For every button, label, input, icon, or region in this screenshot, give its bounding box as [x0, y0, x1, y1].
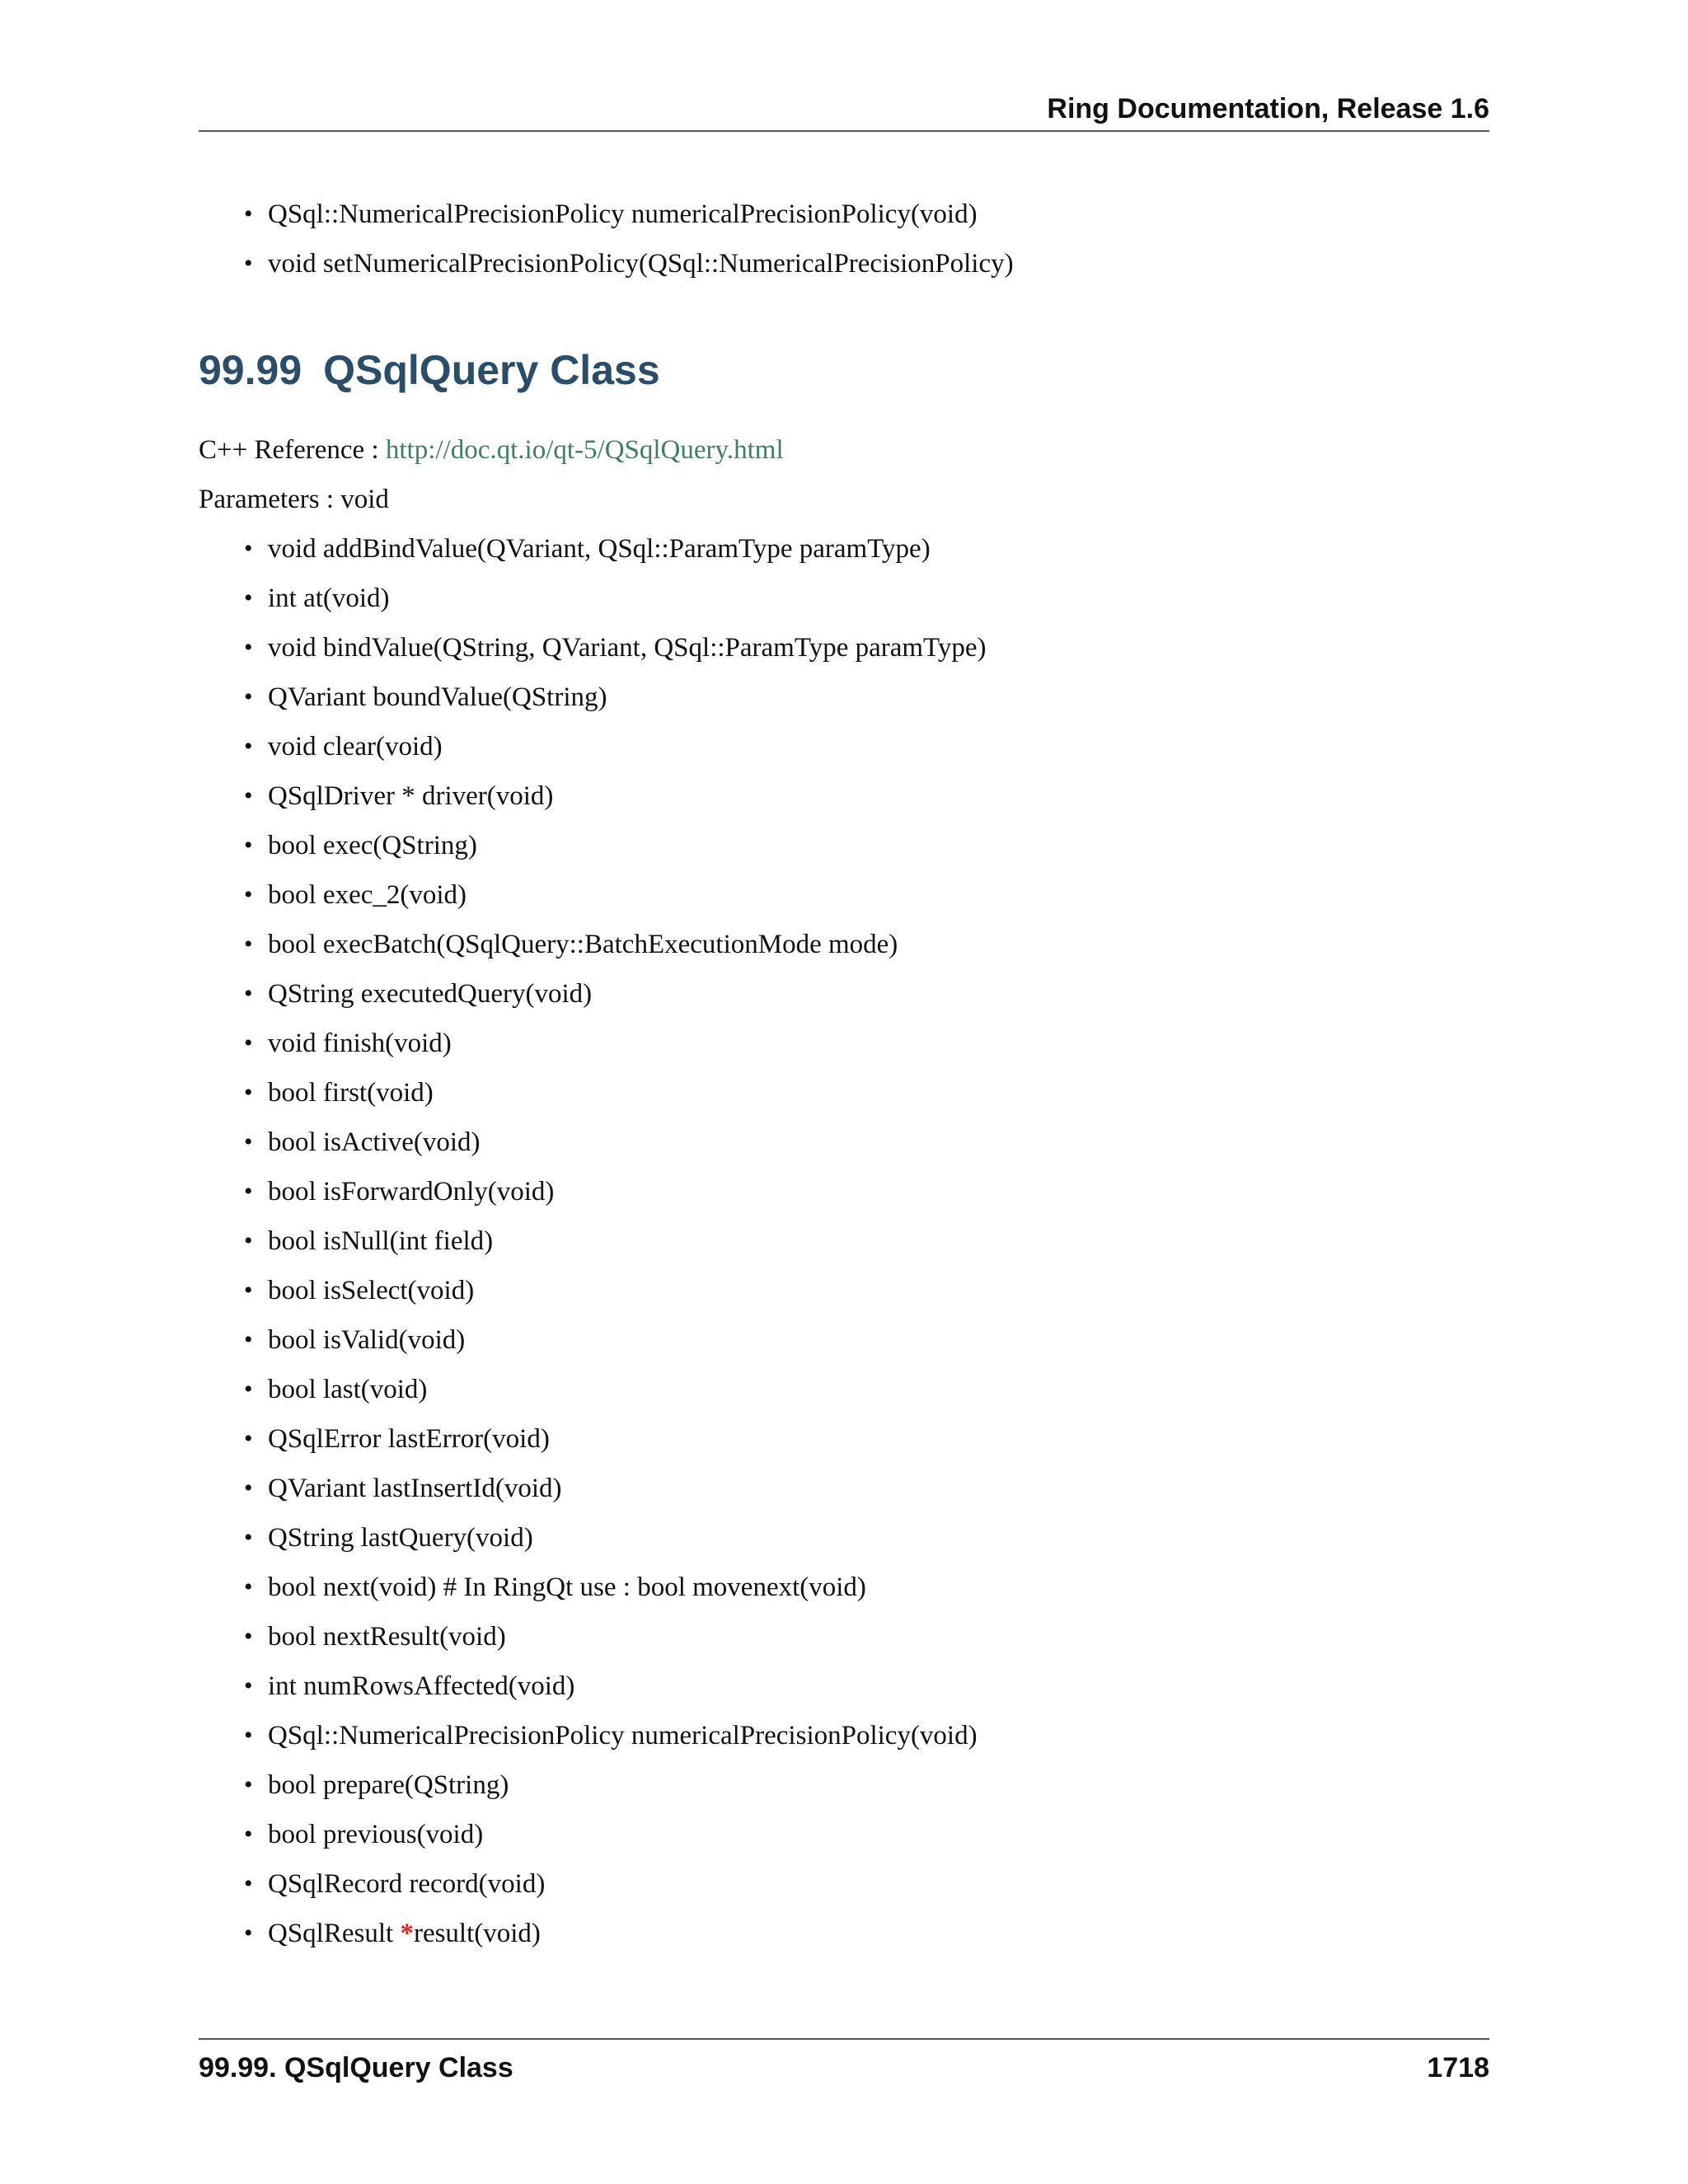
list-item — [244, 1513, 1480, 1563]
method-signature: QSql::NumericalPrecisionPolicy numericalPrecisionPolicy(void) — [268, 1721, 978, 1750]
list-item — [244, 524, 1480, 574]
section-title — [199, 340, 660, 401]
method-signature: bool isForwardOnly(void) — [268, 1177, 555, 1207]
method-signature: bool next(void) # In RingQt use : bool movenext(void) — [268, 1572, 866, 1602]
method-list — [244, 524, 1480, 1958]
method-signature: bool previous(void) — [268, 1820, 484, 1849]
method-prefix: QSqlResult — [268, 1919, 401, 1948]
bullet-icon: • — [244, 1029, 253, 1057]
method-signature: bool last(void) — [268, 1375, 428, 1404]
section-heading: QSqlQuery Class — [323, 347, 660, 393]
footer-section: 99.99. QSqlQuery Class — [199, 2052, 513, 2083]
method-signature: bool execBatch(QSqlQuery::BatchExecutionMode mode) — [268, 930, 898, 959]
bullet-icon: • — [244, 250, 253, 277]
bullet-icon: • — [244, 535, 253, 562]
list-item — [244, 1760, 1480, 1810]
list-item — [244, 1167, 1480, 1216]
header-title: Ring Documentation, Release 1.6 — [1047, 93, 1489, 124]
list-item — [244, 920, 1480, 969]
bullet-icon: • — [244, 1573, 253, 1601]
list-item — [244, 1216, 1480, 1266]
bullet-icon: • — [244, 1277, 253, 1304]
list-item — [244, 1068, 1480, 1118]
page-header — [199, 92, 1489, 132]
parameters-line: Parameters : void — [199, 485, 389, 514]
list-item — [244, 1612, 1480, 1661]
bullet-icon: • — [244, 584, 253, 612]
list-item — [244, 1414, 1480, 1464]
list-item — [244, 870, 1480, 920]
method-signature: bool exec_2(void) — [268, 880, 467, 910]
bullet-icon: • — [244, 1771, 253, 1798]
method-signature: QVariant boundValue(QString) — [268, 682, 607, 712]
list-item — [244, 722, 1480, 771]
method-signature: int at(void) — [268, 583, 390, 613]
method-suffix: result(void) — [413, 1919, 541, 1948]
method-signature: QSqlError lastError(void) — [268, 1424, 550, 1454]
cpp-reference — [199, 425, 784, 475]
bullet-icon: • — [244, 930, 253, 958]
bullet-icon: • — [244, 1474, 253, 1502]
list-item — [244, 771, 1480, 821]
bullet-icon: • — [244, 634, 253, 661]
bullet-icon: • — [244, 1376, 253, 1403]
list-item — [244, 1266, 1480, 1315]
method-signature: bool prepare(QString) — [268, 1770, 509, 1800]
bullet-icon: • — [244, 980, 253, 1007]
reference-link[interactable]: http://doc.qt.io/qt-5/QSqlQuery.html — [385, 435, 784, 465]
list-item — [244, 574, 1480, 623]
method-signature: bool first(void) — [268, 1078, 434, 1108]
list-item — [244, 1563, 1480, 1612]
list-item — [244, 821, 1480, 870]
top-method-list — [244, 190, 1480, 288]
bullet-icon: • — [244, 1821, 253, 1848]
list-item — [244, 623, 1480, 673]
bullet-icon: • — [244, 1128, 253, 1155]
bullet-icon: • — [244, 683, 253, 710]
bullet-icon: • — [244, 1623, 253, 1650]
bullet-icon: • — [244, 1919, 253, 1947]
bullet-icon: • — [244, 1326, 253, 1353]
list-item — [244, 1909, 1480, 1958]
bullet-icon: • — [244, 1227, 253, 1254]
method-signature: void addBindValue(QVariant, QSql::ParamType paramType) — [268, 534, 931, 564]
bullet-icon: • — [244, 832, 253, 859]
bullet-icon: • — [244, 733, 253, 760]
method-signature: QSqlDriver * driver(void) — [268, 781, 554, 811]
method-signature: bool isSelect(void) — [268, 1276, 475, 1305]
method-signature: bool nextResult(void) — [268, 1622, 506, 1652]
list-item — [244, 1464, 1480, 1513]
pointer-star: * — [400, 1919, 414, 1948]
list-item — [244, 969, 1480, 1019]
method-signature: bool isActive(void) — [268, 1127, 481, 1157]
bullet-icon: • — [244, 200, 253, 227]
bullet-icon: • — [244, 1722, 253, 1749]
bullet-icon: • — [244, 1178, 253, 1205]
method-signature: bool exec(QString) — [268, 831, 477, 860]
bullet-icon: • — [244, 1524, 253, 1551]
method-signature: void clear(void) — [268, 732, 443, 762]
bullet-icon: • — [244, 1079, 253, 1106]
section-number: 99.99 — [199, 347, 302, 393]
reference-label: C++ Reference : — [199, 435, 386, 465]
list-item: • void setNumericalPrecisionPolicy(QSql::NumericalPrecisionPolicy) — [244, 239, 1480, 288]
method-signature: void bindValue(QString, QVariant, QSql::ParamType paramType) — [268, 633, 987, 663]
bullet-icon: • — [244, 881, 253, 908]
method-signature: bool isNull(int field) — [268, 1226, 494, 1256]
list-item — [244, 1810, 1480, 1859]
method-signature: int numRowsAffected(void) — [268, 1671, 575, 1701]
method-signature: QString lastQuery(void) — [268, 1523, 533, 1553]
list-item — [244, 1118, 1480, 1167]
list-item — [244, 1315, 1480, 1365]
page-footer — [199, 2038, 1489, 2084]
list-item — [244, 1859, 1480, 1909]
list-item — [244, 1661, 1480, 1711]
list-item — [244, 1019, 1480, 1068]
bullet-icon: • — [244, 1870, 253, 1897]
list-item — [244, 673, 1480, 722]
method-signature: void finish(void) — [268, 1029, 452, 1058]
page-number: 1718 — [1427, 2052, 1489, 2083]
list-item: • QSql::NumericalPrecisionPolicy numericalPrecisionPolicy(void) — [244, 190, 1480, 239]
method-signature: bool isValid(void) — [268, 1325, 466, 1355]
method-signature: QString executedQuery(void) — [268, 979, 593, 1009]
bullet-icon: • — [244, 1672, 253, 1699]
list-item — [244, 1711, 1480, 1760]
method-signature: QVariant lastInsertId(void) — [268, 1474, 562, 1503]
list-item — [244, 1365, 1480, 1414]
bullet-icon: • — [244, 1425, 253, 1452]
bullet-icon: • — [244, 782, 253, 809]
method-signature: QSqlRecord record(void) — [268, 1869, 546, 1899]
